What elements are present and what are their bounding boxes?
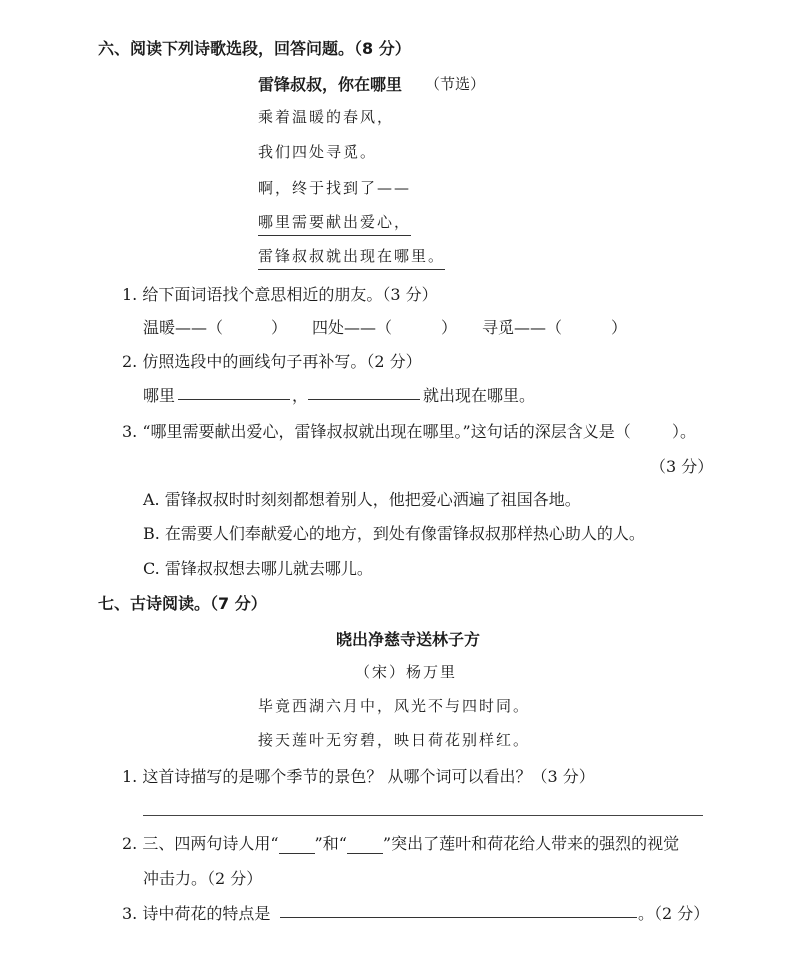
s6-q3-option-a: A. 雷锋叔叔时时刻刻都想着别人，他把爱心洒遍了祖国各地。	[143, 490, 581, 509]
s6-q1-word-1: 温暖——（	[143, 318, 224, 337]
s7-q1-text: 1. 这首诗描写的是哪个季节的景色？ 从哪个词可以看出？（3 分）	[122, 767, 595, 786]
poem-line-2: 我们四处寻觅。	[258, 143, 378, 161]
poem-line-3: 啊，终于找到了——	[258, 179, 412, 197]
poem2-line-2: 接天莲叶无穷碧，映日荷花别样红。	[258, 731, 531, 749]
s7-q2-part1: 2. 三、四两句诗人用“	[122, 834, 279, 853]
s6-q1-text: 1. 给下面词语找个意思相近的朋友。（3 分）	[122, 285, 438, 304]
poem-line-1: 乘着温暖的春风，	[258, 108, 395, 126]
poem-line-4-underlined: 哪里需要献出爱心，	[258, 211, 411, 236]
poem-title: 雷锋叔叔，你在哪里	[258, 75, 403, 94]
s6-q1-word-2: 四处——（	[312, 318, 393, 337]
s7-q2-part2: ”和“	[314, 834, 347, 853]
s6-q1-close-2: ）	[441, 318, 458, 337]
s6-q2-suffix: 就出现在哪里。	[423, 386, 536, 405]
s7-q3-blank[interactable]	[280, 901, 637, 918]
section7-heading: 七、古诗阅读。（7 分）	[98, 594, 267, 613]
s6-q3-option-b: B. 在需要人们奉献爱心的地方，到处有像雷锋叔叔那样热心助人的人。	[143, 524, 645, 543]
s6-q1-close-3: ）	[611, 318, 628, 337]
s7-q3-prefix: 3. 诗中荷花的特点是	[122, 904, 271, 923]
s7-q3-suffix: 。（2 分）	[638, 904, 710, 923]
poem-note: （节选）	[425, 75, 486, 93]
s7-q2-line	[122, 831, 679, 854]
s7-q2-line2: 冲击力。（2 分）	[143, 869, 263, 888]
s6-q1-word-3: 寻觅——（	[482, 318, 563, 337]
poem2-line-1: 毕竟西湖六月中，风光不与四时同。	[258, 697, 531, 715]
s6-q3-option-c: C. 雷锋叔叔想去哪儿就去哪儿。	[143, 559, 373, 578]
s7-q1-answer-line[interactable]	[143, 815, 703, 816]
s6-q1-close-1: ）	[271, 318, 288, 337]
s6-q2-blank-2[interactable]	[308, 383, 420, 400]
s7-q2-blank-2[interactable]	[347, 837, 383, 854]
section6-heading: 六、阅读下列诗歌选段，回答问题。（8 分）	[98, 39, 411, 58]
s6-q2-prefix: 哪里	[143, 386, 176, 405]
s7-q2-part3: ”突出了莲叶和荷花给人带来的强烈的视觉	[382, 834, 680, 853]
s6-q2-text: 2. 仿照选段中的画线句子再补写。（2 分）	[122, 352, 422, 371]
s6-q2-blank-1[interactable]	[178, 383, 290, 400]
s6-q3-score: （3 分）	[650, 457, 714, 476]
s7-q2-blank-1[interactable]	[279, 837, 315, 854]
s6-q3-text-end: ）。	[672, 422, 697, 441]
poem2-author: （宋）杨万里	[355, 663, 458, 681]
s6-q2-comma: ，	[292, 386, 309, 405]
s6-q3-text: 3. “哪里需要献出爱心，雷锋叔叔就出现在哪里。”这句话的深层含义是（	[122, 422, 631, 441]
poem-line-5-underlined: 雷锋叔叔就出现在哪里。	[258, 245, 445, 270]
poem2-title: 晓出净慈寺送林子方	[336, 630, 481, 649]
